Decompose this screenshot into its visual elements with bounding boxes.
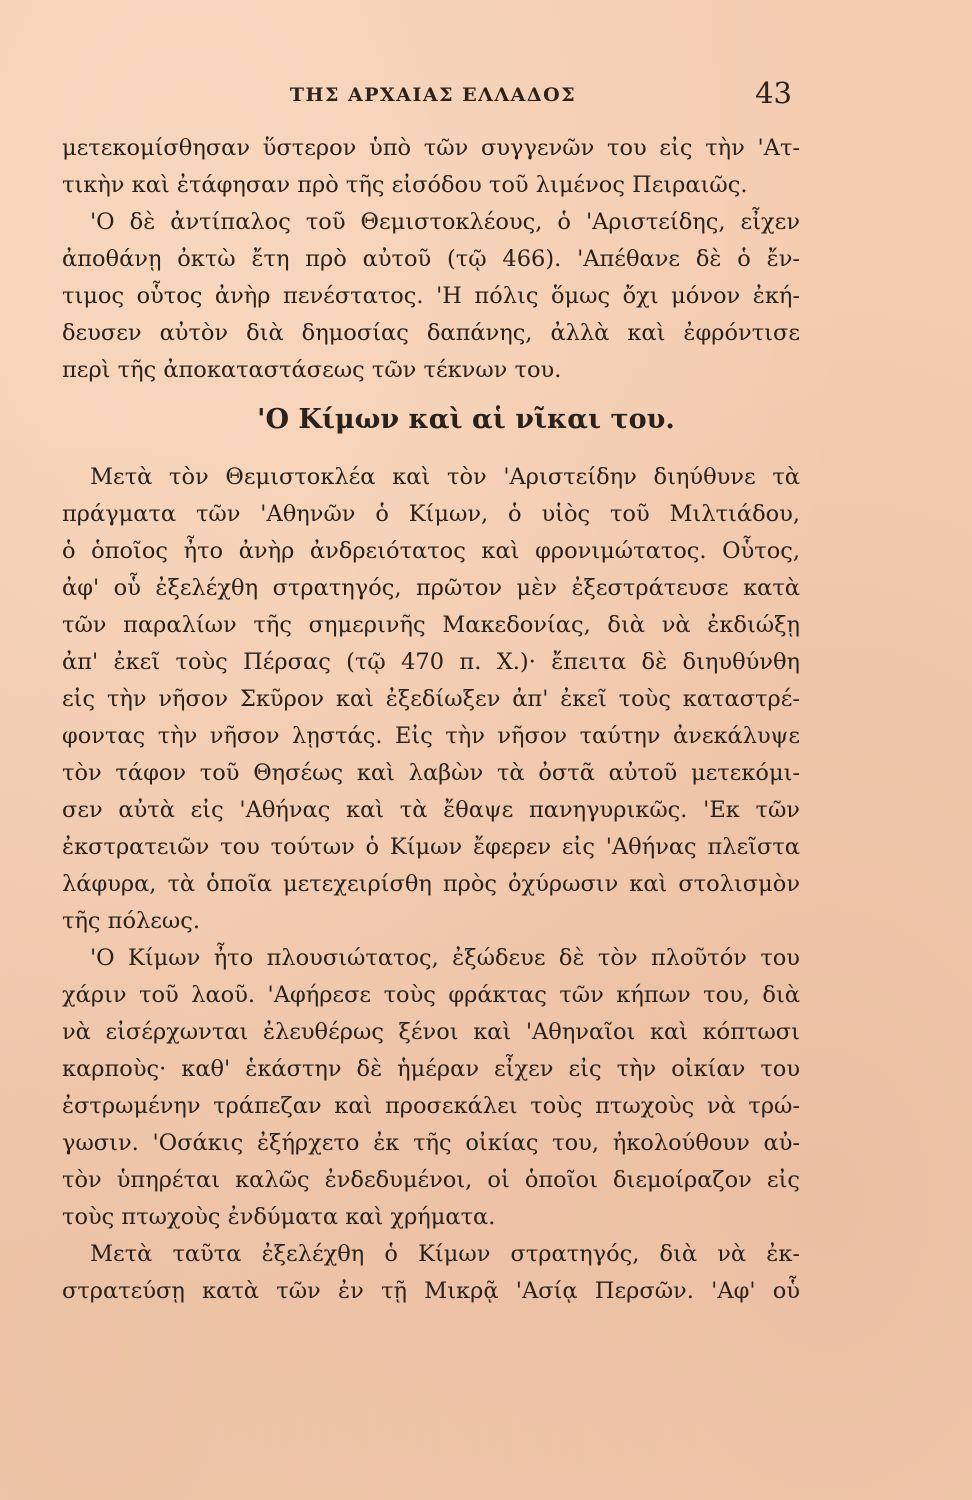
text-line: ἀποθάνῃ ὀκτὼ ἔτη πρὸ αὐτοῦ (τῷ 466). 'Απέθανε δὲ ὁ ἔν- (62, 246, 800, 272)
text-line: στρατεύσῃ κατὰ τῶν ἐν τῇ Μικρᾷ 'Ασίᾳ Περσῶν. 'Αφ' οὗ (62, 1278, 800, 1304)
text-line: Μετὰ ταῦτα ἐξελέχθη ὁ Κίμων στρατηγός, διὰ νὰ ἐκ- (90, 1241, 800, 1267)
text-line: δευσεν αὐτὸν διὰ δημοσίας δαπάνης, ἀλλὰ καὶ ἐφρόντισε (62, 320, 800, 346)
text-line: 'Ο δὲ ἀντίπαλος τοῦ Θεμιστοκλέους, ὁ 'Αριστείδης, εἶχεν (90, 209, 800, 235)
text-line: πράγματα τῶν 'Αθηνῶν ὁ Κίμων, ὁ υἱὸς τοῦ Μιλτιάδου, (62, 501, 800, 527)
text-line: ἐκστρατειῶν του τούτων ὁ Κίμων ἔφερεν εἰς 'Αθήνας πλεῖστα (62, 834, 800, 860)
running-title: ΤΗΣ ΑΡΧΑΙΑΣ ΕΛΛΑΔΟΣ (289, 84, 577, 106)
page-header (74, 78, 792, 114)
page-number: 43 (755, 76, 792, 110)
text-line: 'Ο Κίμων ἦτο πλουσιώτατος, ἐξώδευε δὲ τὸν πλοῦτόν του (90, 945, 800, 971)
text-line: Μετὰ τὸν Θεμιστοκλέα καὶ τὸν 'Αριστείδην διηύθυνε τὰ (90, 464, 800, 490)
text-line: μετεκομίσθησαν ὕστερον ὑπὸ τῶν συγγενῶν του εἰς τὴν 'Ατ- (62, 135, 800, 161)
text-line: γωσιν. 'Οσάκις ἐξήρχετο ἐκ τῆς οἰκίας του, ἠκολούθουν αὐ- (62, 1130, 800, 1156)
text-line: σεν αὐτὰ εἰς 'Αθήνας καὶ τὰ ἔθαψε πανηγυρικῶς. 'Εκ τῶν (62, 797, 800, 823)
text-line: ἀφ' οὗ ἐξελέχθη στρατηγός, πρῶτον μὲν ἐξεστράτευσε κατὰ (62, 575, 800, 601)
text-line: καρποὺς· καθ' ἑκάστην δὲ ἡμέραν εἶχεν εἰς τὴν οἰκίαν του (62, 1056, 800, 1082)
text-line: ἀπ' ἐκεῖ τοὺς Πέρσας (τῷ 470 π. Χ.)· ἔπειτα δὲ διηυθύνθη (62, 649, 800, 675)
text-line: τῆς πόλεως. (62, 908, 201, 934)
text-line: τὸν ὑπηρέται καλῶς ἐνδεδυμένοι, οἱ ὁποῖοι διεμοίραζον εἰς (62, 1167, 800, 1193)
text-line: χάριν τοῦ λαοῦ. 'Αφήρεσε τοὺς φράκτας τῶν κήπων του, διὰ (62, 982, 800, 1008)
text-line: τικὴν καὶ ἐτάφησαν πρὸ τῆς εἰσόδου τοῦ λιμένος Πειραιῶς. (62, 172, 748, 198)
text-line: τὸν τάφον τοῦ Θησέως καὶ λαβὼν τὰ ὀστᾶ αὐτοῦ μετεκόμι- (62, 760, 800, 786)
text-line: τῶν παραλίων τῆς σημερινῆς Μακεδονίας, διὰ νὰ ἐκδιώξῃ (62, 612, 800, 638)
section-heading (62, 393, 800, 459)
text-line: ἐστρωμένην τράπεζαν καὶ προσεκάλει τοὺς πτωχοὺς νὰ τρώ- (62, 1093, 800, 1119)
text-line: περὶ τῆς ἀποκαταστάσεως τῶν τέκνων του. (62, 357, 562, 383)
text-line: νὰ εἰσέρχωνται ἐλευθέρως ξένοι καὶ 'Αθηναῖοι καὶ κόπτωσι (62, 1019, 800, 1045)
body-text (62, 130, 800, 1310)
text-line: εἰς τὴν νῆσον Σκῦρον καὶ ἐξεδίωξεν ἀπ' ἐκεῖ τοὺς καταστρέ- (62, 686, 800, 712)
text-line: λάφυρα, τὰ ὁποῖα μετεχειρίσθη πρὸς ὀχύρωσιν καὶ στολισμὸν (62, 871, 800, 897)
section-heading-text: 'Ο Κίμων καὶ αἱ νῖκαι του. (257, 404, 675, 435)
text-line: ὁ ὁποῖος ἦτο ἀνὴρ ἀνδρειότατος καὶ φρονιμώτατος. Οὗτος, (62, 538, 800, 564)
text-line: φοντας τὴν νῆσον λῃστάς. Εἰς τὴν νῆσον ταύτην ἀνεκάλυψε (62, 723, 800, 749)
text-line: τιμος οὗτος ἀνὴρ πενέστατος. 'Η πόλις ὅμως ὄχι μόνον ἐκή- (62, 283, 800, 309)
text-line: τοὺς πτωχοὺς ἐνδύματα καὶ χρήματα. (62, 1204, 496, 1230)
